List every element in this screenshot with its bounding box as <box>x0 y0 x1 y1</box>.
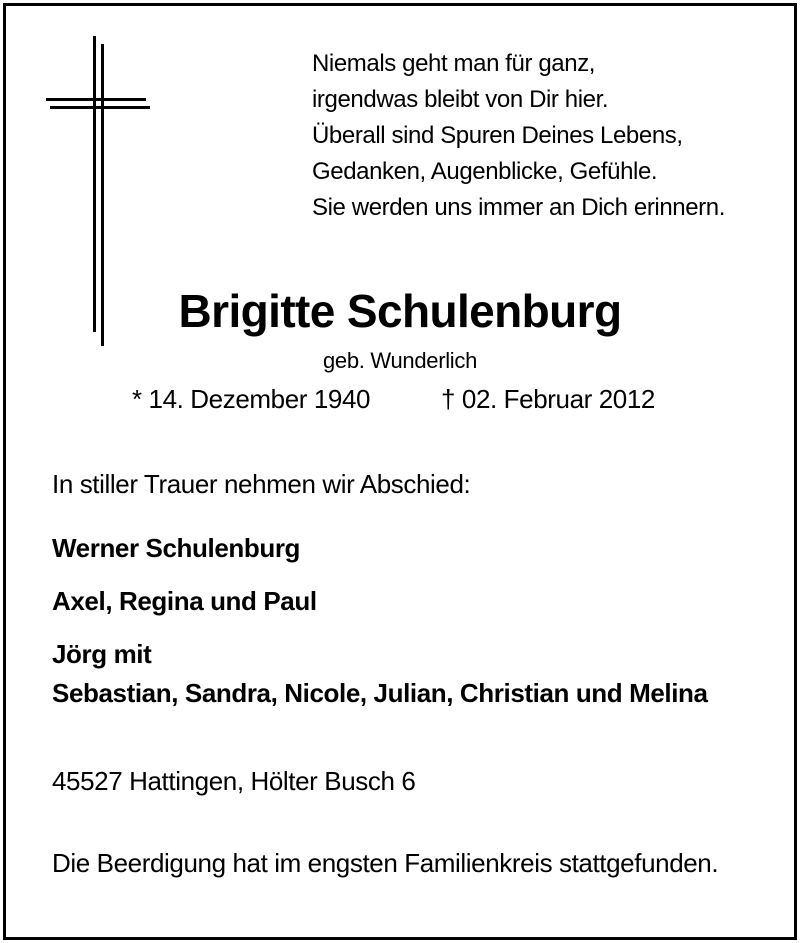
mourner-line: Jörg mit <box>52 639 152 669</box>
mourner-line: Axel, Regina und Paul <box>52 586 317 616</box>
family-address: 45527 Hattingen, Hölter Busch 6 <box>52 766 416 796</box>
deceased-name: Brigitte Schulenburg <box>178 285 622 337</box>
mourner-line: Werner Schulenburg <box>52 533 301 563</box>
poem-line: Überall sind Spuren Deines Lebens, <box>312 122 683 149</box>
poem-line: irgendwas bleibt von Dir hier. <box>312 86 609 113</box>
poem-line: Gedanken, Augenblicke, Gefühle. <box>312 158 658 185</box>
poem-line: Niemals geht man für ganz, <box>312 50 596 77</box>
maiden-name: geb. Wunderlich <box>322 348 478 373</box>
farewell-intro: In stiller Trauer nehmen wir Abschied: <box>52 469 471 499</box>
birth-date: * 14. Dezember 1940 <box>132 384 371 414</box>
poem-line: Sie werden uns immer an Dich erinnern. <box>312 194 725 221</box>
mourner-line: Sebastian, Sandra, Nicole, Julian, Christian und Melina <box>52 678 708 708</box>
cross-horizontal-line-2 <box>50 106 150 109</box>
memorial-poem <box>312 46 725 226</box>
death-date: † 02. Februar 2012 <box>441 384 655 414</box>
cross-horizontal-line-1 <box>46 98 146 101</box>
funeral-note: Die Beerdigung hat im engsten Familienkreis stattgefunden. <box>52 848 719 878</box>
